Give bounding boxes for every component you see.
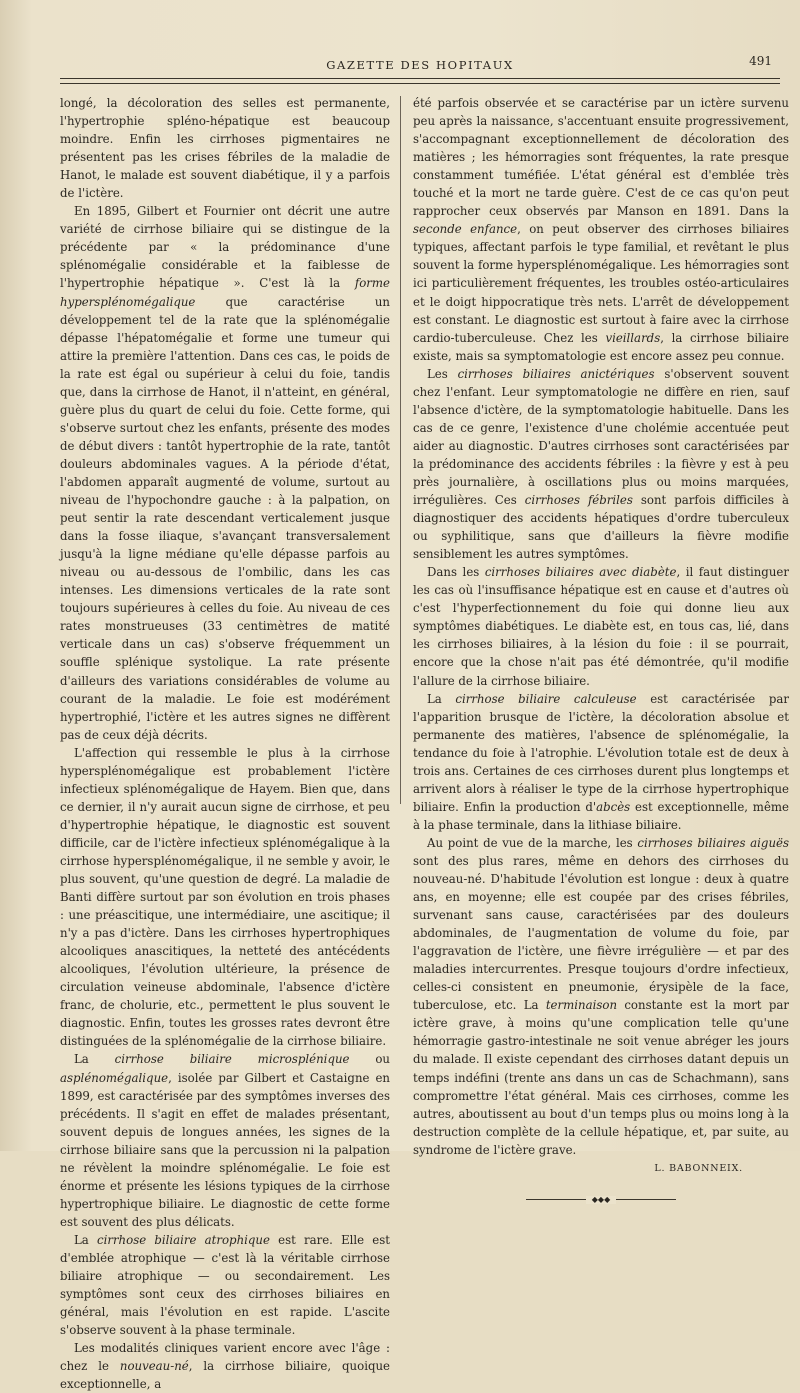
page-number: 491: [749, 54, 772, 68]
paragraph: Les modalités cliniques varient encore avec l'âge : chez le nouveau-né, la cirrhose biliaire, quoique exceptionnelle, a: [60, 1341, 390, 1392]
paragraph: Au point de vue de la marche, les cirrhoses biliaires aiguës sont des plus rares, même en dehors des cirrhoses du nouveau-né. D'habitude l'évolution est longue : deux à quatre ans, en moyenne; elle est coupée par des crises fébriles, survenant sans cause, caractérisées par des douleurs abdominales, de l'augmentation de volume du foie, par l'aggravation de l'ictère, une fièvre irrégulière — et par des maladies intercurrentes. Presque toujours d'ordre infectieux, celles-ci consistent en pneumonie, érysipèle de la face, tuberculose, etc. La terminaison constante est la mort par ictère grave, à moins qu'une complication telle qu'une hémorragie gastro-intestinale ne soit venue abréger les jours du malade. Il existe cependant des cirrhoses datant depuis un temps indéfini (trente ans dans un cas de Schachmann), sans compromettre l'état général. Mais ces cirrhoses, comme les autres, aboutissent au bout d'un temps plus ou moins long à la destruction complète de la cellule hépatique, et, par suite, au syndrome de l'ictère grave.: [413, 835, 789, 1157]
paragraph: La cirrhose biliaire calculeuse est caractérisée par l'apparition brusque de l'ictère, la décoloration absolue et permanente des matières, l'absence de splénomégalie, la tendance du foie à l'atrophie. L'évolution totale est de deux à trois ans. Certaines de ces cirrhoses durent plus longtemps et arrivent alors à réaliser le type de la cirrhose hypertrophique biliaire. Enfin la production d'abcès est exceptionnelle, même à la phase terminale, dans la lithiase biliaire.: [413, 691, 789, 832]
paragraph: Dans les cirrhoses biliaires avec diabète, il faut distinguer les cas où l'insuffisance hépatique est en cause et d'autres où c'est l'hyperfectionnement du foie qui donne lieu aux symptômes diabétiques. Le diabète est, en tous cas, lié, dans les cirrhoses biliaires, à la lésion du foie : il se pourrait, encore que la chose n'ait pas été démontrée, qu'il modifie l'allure de la cirrhose biliaire.: [413, 565, 789, 688]
column-divider: [400, 96, 401, 804]
paragraph: La cirrhose biliaire atrophique est rare. Elle est d'emblée atrophique — c'est là la véritable cirrhose biliaire atrophique — ou secondairement. Les symptômes sont ceux des cirrhoses biliaires en général, mais l'évolution en est rapide. L'ascite s'observe souvent à la phase terminale.: [60, 1232, 391, 1338]
right-column: [413, 94, 789, 1204]
left-column: [60, 94, 390, 1393]
paragraph: La cirrhose biliaire microsplénique ou asplénomégalique, isolée par Gilbert et Castaigne en 1899, est caractérisée par des symptômes inverses des précédents. Il s'agit en effet de malades présentant, souvent depuis de longues années, les signes de la cirrhose biliaire sans que la percussion ni la palpation ne révèlent la moindre splénomégalie. Le foie est énorme et présente les lésions typiques de la cirrhose hypertrophique biliaire. Le diagnostic de cette forme est souvent des plus délicats.: [60, 1052, 390, 1229]
paragraph: En 1895, Gilbert et Fournier ont décrit une autre variété de cirrhose biliaire qui se distingue de la précédente par « la prédominance d'une splénomégalie considérable et la faiblesse de l'hypertrophie hépatique ». C'est là la forme hypersplénomégalique que caractérise un développement tel de la rate que la splénomégalie dépasse l'hépatomégalie et forme une tumeur qui attire la première l'attention. Dans ces cas, le poids de la rate est égal ou supérieur à celui du foie, tandis que, dans la cirrhose de Hanot, il n'atteint, en général, guère plus du quart de celui du foie. Cette forme, qui s'observe surtout chez les enfants, présente des modes de début divers : tantôt hypertrophie de la rate, tantôt douleurs abdominales vagues. A la période d'état, l'abdomen apparaît augmenté de volume, surtout au niveau de l'hypochondre gauche : à la palpation, on peut sentir la rate descendant verticalement jusque dans la fosse iliaque, s'avançant transversalement jusqu'à la ligne médiane qu'elle dépasse parfois au niveau ou au-dessous de l'ombilic, dans les cas intenses. Les dimensions verticales de la rate sont toujours supérieures à celles du foie. Au niveau de ces rates monstrueuses (33 centimètres de matité verticale dans un cas) s'observe fréquemment un souffle splénique systolique. La rate présente d'ailleurs des variations considérables de volume au courant de la maladie. Le foie est modérément hypertrophié, l'ictère et les autres signes ne diffèrent pas de ceux déjà décrits.: [60, 204, 390, 742]
paragraph: longé, la décoloration des selles est permanente, l'hypertrophie spléno-hépatique est beaucoup moindre. Enfin les cirrhoses pigmentaires ne présentent pas les crises fébriles de la maladie de Hanot, le malade est souvent diabétique, il y a parfois de l'ictère.: [60, 96, 390, 201]
paragraph: L'affection qui ressemble le plus à la cirrhose hypersplénomégalique est probablement l'ictère infectieux splénomégalique de Hayem. Bien que, dans ce dernier, il n'y aurait aucun signe de cirrhose, et peu d'hypertrophie hépatique, le diagnostic est souvent difficile, car de l'ictère infectieux splénomégalique à la cirrhose hypersplénomégalique, il ne semble y avoir, le plus souvent, qu'une question de degré. La maladie de Banti diffère surtout par son évolution en trois phases : une préascitique, une intermédiaire, une ascitique; il n'y a pas d'ictère. Dans les cirrhoses hypertrophiques alcooliques anascitiques, la netteté des antécédents alcooliques, l'évolution ultérieure, la présence de circulation veineuse abdominale, l'absence d'ictère franc, de cholurie, etc., permettent le plus souvent le diagnostic. Enfin, toutes les grosses rates devront être distinguées de la splénomégalie de la cirrhose biliaire.: [60, 745, 390, 1049]
paragraph: été parfois observée et se caractérise par un ictère survenu peu après la naissance, s'accentuant ensuite progressivement, s'accompagnant exceptionnellement de décoloration des matières ; les hémorragies sont fréquentes, la rate presque constamment tuméfiée. L'état général est d'emblée très touché et la mort ne tarde guère. C'est de ce cas qu'on peut rapprocher ceux observés par Manson en 1891. Dans la seconde enfance, on peut observer des cirrhoses biliaires typiques, affectant parfois le type familial, et revêtant le plus souvent la forme hypersplénomégalique. Les hémorragies sont ici particulièrement fréquentes, les troubles ostéo-articulaires et le doigt hippocratique très nets. L'arrêt de développement est constant. Le diagnostic est surtout à faire avec la cirrhose cardio-tuberculeuse. Chez les vieillards, la cirrhose biliaire existe, mais sa symptomatologie est encore assez peu connue.: [413, 96, 790, 363]
author-signature: L. BABONNEIX.: [654, 1162, 743, 1174]
paragraph: Les cirrhoses biliaires anictériques s'observent souvent chez l'enfant. Leur symptomatologie ne diffère en rien, sauf l'absence d'ictère, de la symptomatologie habituelle. Dans les cas de ce genre, l'existence d'une cholémie accentuée peut aider au diagnostic. D'autres cirrhoses sont caractérisées par la prédominance des accidents fébriles : la fièvre y est à peu près journalière, à oscillations plus ou moins marquées, irrégulières. Ces cirrhoses fébriles sont parfois difficiles à diagnostiquer des accidents hépatiques d'ordre tuberculeux ou syphilitique, sans que d'ailleurs la fièvre modifie sensiblement les autres symptômes.: [413, 366, 789, 562]
end-ornament: [526, 1196, 676, 1204]
running-title: GAZETTE DES HOPITAUX: [326, 58, 514, 72]
ornament-mark: ◆◆◆: [586, 1196, 616, 1204]
header-rule: [60, 78, 780, 84]
